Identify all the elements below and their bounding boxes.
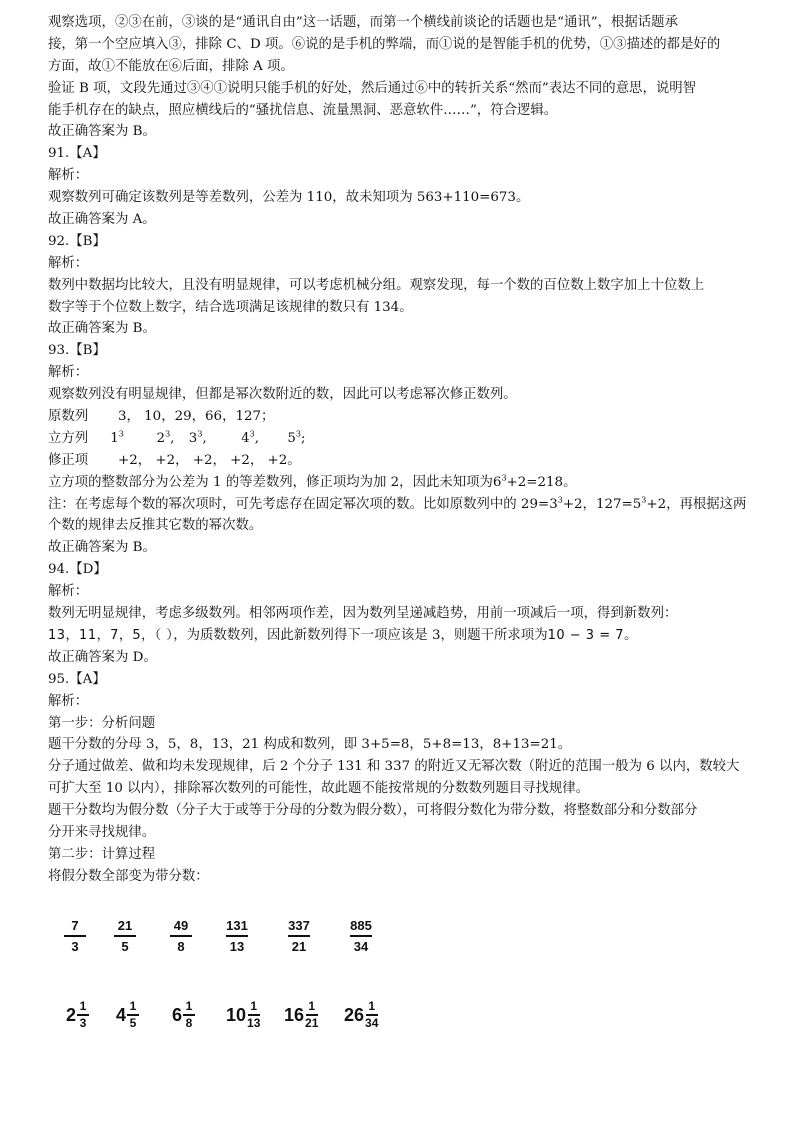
denominator: 21 bbox=[305, 1016, 319, 1030]
denominator: 13 bbox=[229, 939, 245, 954]
sequence-row-original bbox=[48, 406, 760, 428]
numerator: 1 bbox=[250, 999, 258, 1013]
whole-part: 4 bbox=[116, 1004, 127, 1025]
numerator: 131 bbox=[226, 918, 248, 933]
text-line: 能手机存在的缺点，照应横线后的“骚扰信息、流量黑洞、恶意软件……”，符合逻辑。 bbox=[48, 102, 558, 118]
question-number: 93.【B】 bbox=[48, 343, 106, 359]
fraction bbox=[114, 918, 136, 954]
whole-part: 6 bbox=[172, 1004, 183, 1025]
fraction-bar bbox=[170, 935, 192, 937]
question-number: 94.【D】 bbox=[48, 562, 107, 578]
denominator: 21 bbox=[291, 939, 307, 954]
power-base: 5 bbox=[632, 496, 642, 512]
denominator: 34 bbox=[353, 939, 369, 954]
denominator: 8 bbox=[177, 939, 185, 954]
denominator: 5 bbox=[121, 939, 129, 954]
numerator: 49 bbox=[173, 918, 189, 933]
text-line: 可扩大至 10 以内），排除幂次数列的可能性，故此题不能按常规的分数数列题目寻找规律。 bbox=[48, 781, 590, 797]
text-line: 数列无明显规律，考虑多级数列。相邻两项作差，因为数列呈递减趋势，用前一项减后一项，得到新数列： bbox=[48, 606, 678, 622]
text-line: 观察数列没有明显规律，但都是幂次数附近的数，因此可以考虑幂次修正数列。 bbox=[48, 387, 517, 403]
question-number: 92.【B】 bbox=[48, 233, 106, 249]
denominator: 3 bbox=[71, 939, 79, 954]
numerator: 337 bbox=[288, 918, 310, 933]
answer-line: 故正确答案为 B。 bbox=[48, 321, 156, 337]
exponent: 3 bbox=[249, 429, 255, 439]
exponent: 3 bbox=[295, 429, 301, 439]
numerator: 1 bbox=[129, 999, 137, 1013]
text-line: 数列中数据均比较大，且没有明显规律，可以考虑机械分组。观察发现，每一个数的百位数上数字加上十位数上 bbox=[48, 277, 705, 293]
cube-base: 5 bbox=[287, 430, 296, 446]
numerator: 1 bbox=[308, 999, 316, 1013]
mixed-number bbox=[284, 1000, 318, 1030]
text-line: 接，第一个空应填入③，排除 C、D 项。⑥说的是手机的弊端，而①说的是智能手机的优势，①③描述的都是好的 bbox=[48, 36, 721, 52]
answer-line: 故正确答案为 D。 bbox=[48, 649, 157, 665]
mixed-number bbox=[116, 1000, 139, 1030]
answer-line: 故正确答案为 B。 bbox=[48, 540, 156, 556]
row-values: +2， +2， +2， +2， +2。 bbox=[118, 452, 301, 468]
row-label: 立方列 bbox=[48, 430, 89, 446]
question-number: 91.【A】 bbox=[48, 146, 106, 162]
improper-fractions-row bbox=[48, 918, 760, 978]
mixed-number bbox=[226, 1000, 260, 1030]
mixed-number bbox=[344, 1000, 378, 1030]
exponent: 3 bbox=[501, 473, 507, 483]
cube-base: 3 bbox=[188, 430, 198, 446]
exponent: 3 bbox=[641, 495, 647, 505]
exponent: 3 bbox=[165, 429, 171, 439]
exponent: 3 bbox=[197, 429, 203, 439]
fraction-bar bbox=[114, 935, 136, 937]
denominator: 34 bbox=[365, 1016, 379, 1030]
fraction-bar bbox=[64, 935, 86, 937]
numerator: 21 bbox=[117, 918, 133, 933]
document-page bbox=[48, 12, 760, 888]
text-segment: 。 bbox=[624, 627, 638, 643]
note-line bbox=[48, 494, 760, 516]
note-line: 个数的规律去反推其它数的幂次数。 bbox=[48, 518, 263, 534]
analysis-label: 解析： bbox=[48, 365, 89, 381]
numerator: 7 bbox=[71, 918, 79, 933]
whole-part: 16 bbox=[284, 1004, 305, 1025]
text-segment: ，为质数数列，因此新数列得下一项应该是 3，则题干所求项为 bbox=[173, 627, 548, 643]
row-label: 修正项 bbox=[48, 452, 89, 468]
cube-base: 2 bbox=[156, 430, 166, 446]
mixed-number bbox=[172, 1000, 195, 1030]
fraction bbox=[170, 918, 192, 954]
denominator: 3 bbox=[79, 1016, 87, 1030]
whole-part: 2 bbox=[66, 1004, 77, 1025]
cube-base: 4 bbox=[241, 430, 250, 446]
text-line: 数字等于个位数上数字，结合选项满足该规律的数只有 134。 bbox=[48, 299, 413, 315]
analysis-label: 解析： bbox=[48, 693, 89, 709]
numerator: 885 bbox=[350, 918, 372, 933]
conclusion-text: 立方项的整数部分为公差为 1 的等差数列，修正项均为加 2，因此未知项为 bbox=[48, 474, 493, 490]
difference-sequence: 13，11，7，5，（ ） bbox=[48, 627, 174, 643]
text-line: 题干分数均为假分数（分子大于或等于分母的分数为假分数），可将假分数化为带分数，将整数部分和分数部分 bbox=[48, 803, 698, 819]
power-base: 3 bbox=[549, 496, 558, 512]
answer-line: 故正确答案为 B。 bbox=[48, 124, 156, 140]
fraction-bar bbox=[288, 935, 310, 937]
step-heading: 第二步：计算过程 bbox=[48, 846, 156, 862]
question-number: 95.【A】 bbox=[48, 671, 106, 687]
formula: 10 − 3 = 7 bbox=[547, 627, 624, 643]
cube-base: 1 bbox=[110, 430, 119, 446]
sequence-row-correction bbox=[48, 450, 760, 472]
text-line: 方面，故①不能放在⑥后面，排除 A 项。 bbox=[48, 58, 294, 74]
fraction bbox=[350, 918, 372, 954]
text-line: 验证 B 项，文段先通过③④①说明只能手机的好处，然后通过⑥中的转折关系“然而”表达不同的意思，说明智 bbox=[48, 80, 697, 96]
denominator: 5 bbox=[129, 1016, 137, 1030]
exponent: 3 bbox=[118, 429, 124, 439]
note-text: +2，127= bbox=[562, 496, 633, 512]
exponent: 3 bbox=[557, 495, 563, 505]
mixed-number bbox=[66, 1000, 89, 1030]
note-text: +2，再根据这两 bbox=[646, 496, 747, 512]
denominator: 8 bbox=[185, 1016, 193, 1030]
whole-part: 10 bbox=[226, 1004, 247, 1025]
analysis-label: 解析： bbox=[48, 168, 89, 184]
numerator: 1 bbox=[368, 999, 376, 1013]
power-base: 6 bbox=[492, 474, 502, 490]
mixed-numbers-row bbox=[48, 1000, 760, 1060]
text-line: 分开来寻找规律。 bbox=[48, 824, 156, 840]
whole-part: 26 bbox=[344, 1004, 365, 1025]
text-line: 观察选项，②③在前，③谈的是“通讯自由”这一话题，而第一个横线前谈论的话题也是“通讯”，根据话题承 bbox=[48, 15, 678, 30]
analysis-label: 解析： bbox=[48, 584, 89, 600]
conclusion-text: +2=218。 bbox=[506, 474, 577, 490]
answer-line: 故正确答案为 A。 bbox=[48, 212, 156, 228]
row-values: 3， 10，29，66，127； bbox=[118, 409, 275, 425]
numerator: 1 bbox=[79, 999, 87, 1013]
fraction bbox=[64, 918, 86, 954]
text-line: 题干分数的分母 3，5，8，13，21 构成和数列，即 3+5=8，5+8=13，8+13=21。 bbox=[48, 737, 572, 753]
text-line: 分子通过做差、做和均未发现规律，后 2 个分子 131 和 337 的附近又无幂次数（附近的范围一般为 6 以内，数较大 bbox=[48, 759, 740, 775]
denominator: 13 bbox=[247, 1016, 261, 1030]
sequence-row-cubes: 立方列 $1^3$ $2^3$, $3^3$, $4^3$, $5^3$; bbox=[48, 428, 760, 450]
fraction bbox=[288, 918, 310, 954]
numerator: 1 bbox=[185, 999, 193, 1013]
fraction bbox=[226, 918, 248, 954]
step-heading: 第一步：分析问题 bbox=[48, 715, 156, 731]
fraction-bar bbox=[226, 935, 248, 937]
text-line bbox=[48, 472, 760, 494]
fraction-bar bbox=[350, 935, 372, 937]
text-line: 观察数列可确定该数列是等差数列，公差为 110，故未知项为 563+110=673。 bbox=[48, 190, 530, 206]
analysis-label: 解析： bbox=[48, 255, 89, 271]
row-label: 原数列 bbox=[48, 409, 89, 425]
note-text: 注：在考虑每个数的幂次项时，可先考虑存在固定幂次项的数。比如原数列中的 29= bbox=[48, 496, 550, 512]
text-line: 将假分数全部变为带分数： bbox=[48, 868, 209, 884]
text-line bbox=[48, 625, 760, 647]
